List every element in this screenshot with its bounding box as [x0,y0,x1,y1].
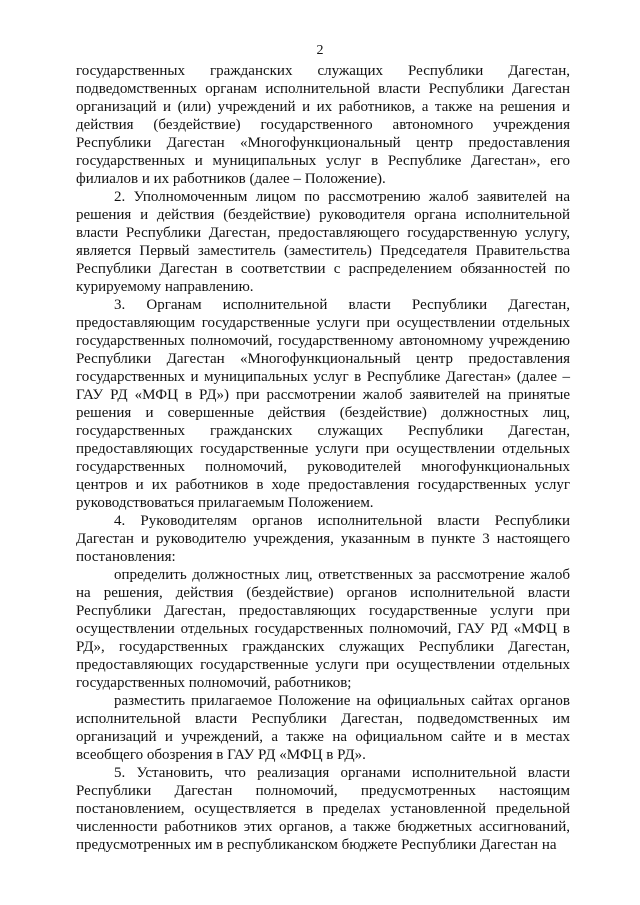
paragraph-item-4-subitem-define: определить должностных лиц, ответственных за рассмотрение жалоб на решения, действия (бездействие) органов исполнительной власти Республики Дагестан, предоставляющих государственные услуги при осуществлении отдельных государственных полномочий, ГАУ РД «МФЦ в РД», государственных гражданских служащих Республики Дагестан, предоставляющих государственные услуги при осуществлении отдельных государственных полномочий, работников; [76,567,570,691]
paragraph-item-4: 4. Руководителям органов исполнительной власти Республики Дагестан и руководителю учреждения, указанным в пункте 3 настоящего постановления: [76,513,570,565]
paragraph-continuation: государственных гражданских служащих Республики Дагестан, подведомственных органам исполнительной власти Республики Дагестан организаций и (или) учреждений и их работников, а также на решения и действия (бездействие) государственного автономного учреждения Республики Дагестан «Многофункциональный центр предоставления государственных и муниципальных услуг в Республике Дагестан», его филиалов и их работников (далее – Положение). [76,63,570,187]
paragraph-item-5: 5. Установить, что реализация органами исполнительной власти Республики Дагестан полномочий, предусмотренных настоящим постановлением, осуществляется в пределах установленной предельной численности работников этих органов, а также бюджетных ассигнований, предусмотренных им в республиканском бюджете Республики Дагестан на [76,765,570,853]
paragraph-item-2: 2. Уполномоченным лицом по рассмотрению жалоб заявителей на решения и действия (бездействие) руководителя органа исполнительной власти Республики Дагестан, предоставляющего государственную услугу, является Первый заместитель (заместитель) Председателя Правительства Республики Дагестан в соответствии с распределением обязанностей по курируемому направлению. [76,189,570,295]
page-number: 2 [316,43,324,58]
paragraph-item-3: 3. Органам исполнительной власти Республики Дагестан, предоставляющим государственные услуги при осуществлении отдельных государственных полномочий, государственному автономному учреждению Республики Дагестан «Многофункциональный центр предоставления государственных и муниципальных услуг в Республике Дагестан» (далее – ГАУ РД «МФЦ в РД») при рассмотрении жалоб заявителей на принятые решения и совершенные действия (бездействие) должностных лиц, государственных гражданских служащих Республики Дагестан, предоставляющих государственные услуги при осуществлении отдельных государственных полномочий, руководителей многофункциональных центров и их работников в ходе предоставления государственных услуг руководствоваться прилагаемым Положением. [76,297,570,511]
paragraph-item-4-subitem-publish: разместить прилагаемое Положение на официальных сайтах органов исполнительной власти Республики Дагестан, подведомственных им организаций и учреждений, а также на официальном сайте и в местах всеобщего обозрения в ГАУ РД «МФЦ в РД». [76,693,570,763]
document-body [76,62,570,854]
